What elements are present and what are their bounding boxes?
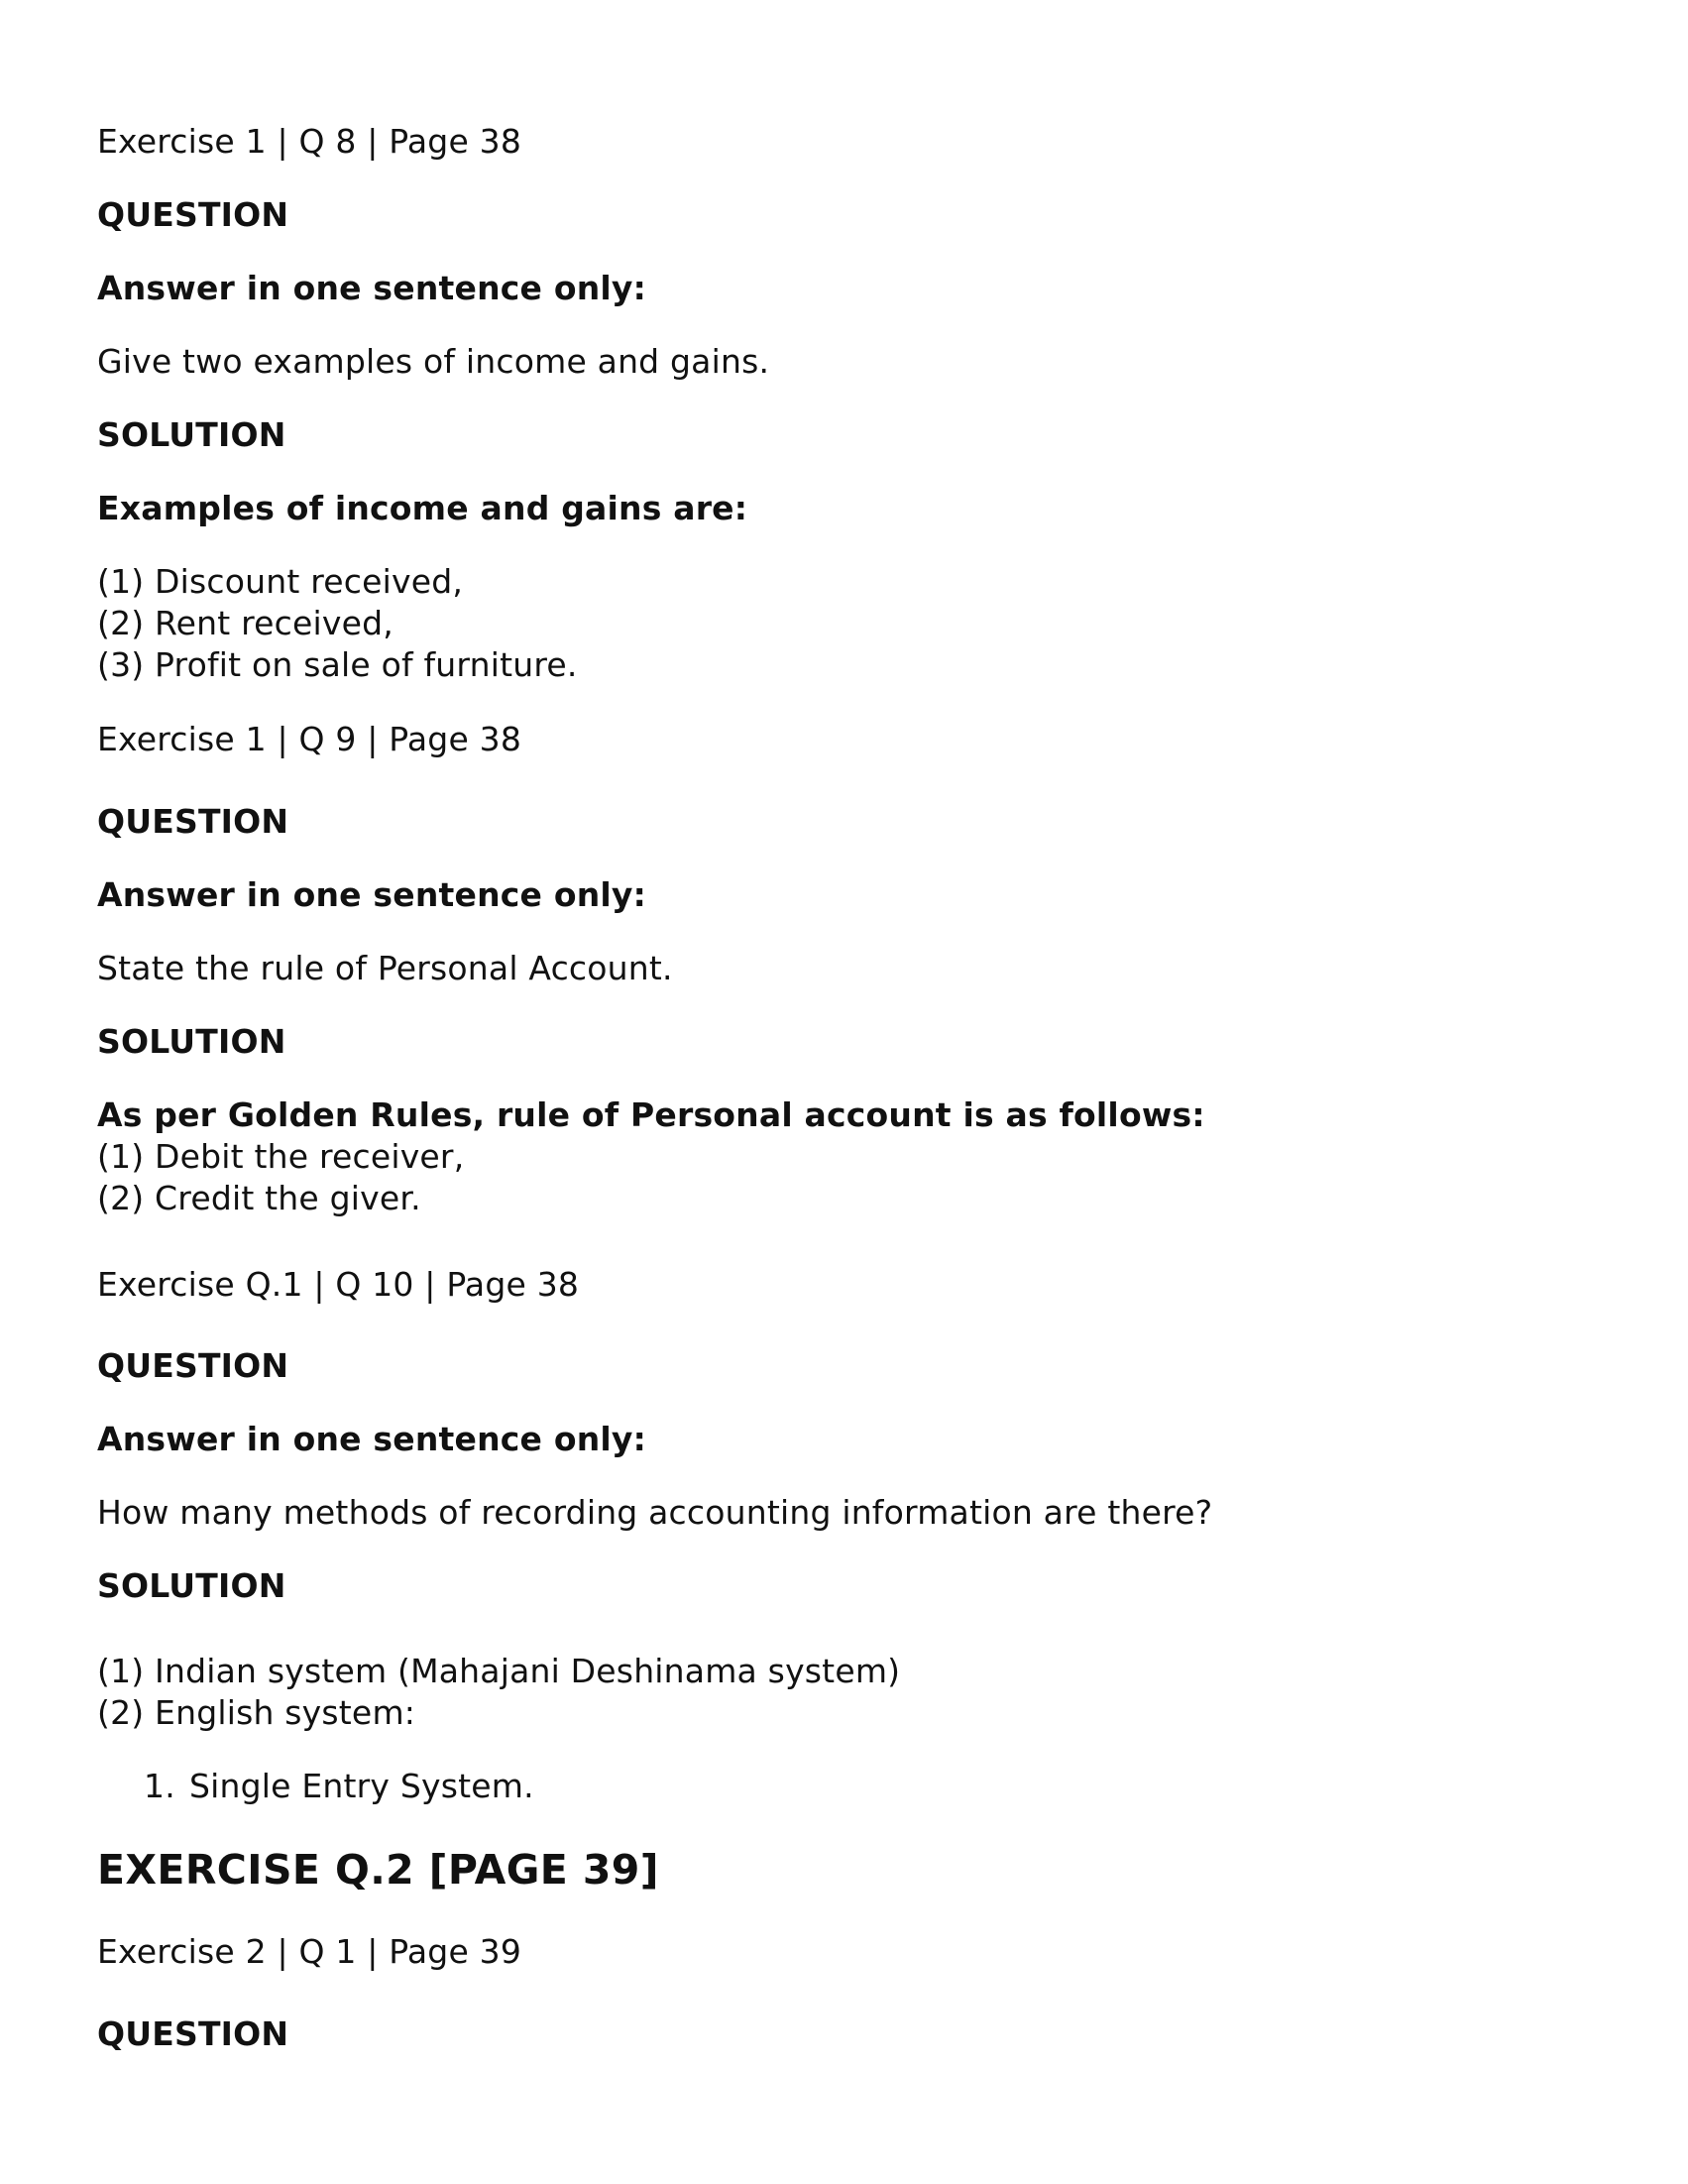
solution-line: (3) Profit on sale of furniture. (97, 645, 578, 684)
solution-label: SOLUTION (97, 1022, 286, 1061)
exercise-reference: Exercise 1 | Q 9 | Page 38 (97, 720, 522, 758)
exercise-reference: Exercise 2 | Q 1 | Page 39 (97, 1932, 522, 1971)
question-text: Give two examples of income and gains. (97, 342, 770, 381)
solution-line: (2) Rent received, (97, 604, 394, 642)
solution-heading: As per Golden Rules, rule of Personal account is as follows: (97, 1095, 1205, 1134)
question-text: State the rule of Personal Account. (97, 949, 673, 987)
exercise-reference: Exercise 1 | Q 8 | Page 38 (97, 122, 522, 161)
solution-line: (1) Debit the receiver, (97, 1137, 465, 1176)
section-heading: EXERCISE Q.2 [PAGE 39] (97, 1846, 659, 1894)
answer-instruction: Answer in one sentence only: (97, 875, 647, 914)
question-label: QUESTION (97, 195, 289, 234)
solution-line: (2) Credit the giver. (97, 1179, 421, 1217)
ordered-list-item (144, 1766, 534, 1807)
question-text: How many methods of recording accounting information are there? (97, 1493, 1213, 1532)
question-label: QUESTION (97, 2014, 289, 2053)
answer-instruction: Answer in one sentence only: (97, 1420, 647, 1458)
solution-line: (2) English system: (97, 1693, 416, 1732)
solution-line: (1) Indian system (Mahajani Deshinama system) (97, 1652, 901, 1690)
question-label: QUESTION (97, 802, 289, 841)
solution-label: SOLUTION (97, 1566, 286, 1605)
list-item-number: 1. (144, 1767, 175, 1805)
list-item-text: Single Entry System. (189, 1767, 534, 1805)
answer-instruction: Answer in one sentence only: (97, 269, 647, 307)
solution-heading: Examples of income and gains are: (97, 489, 748, 527)
exercise-reference: Exercise Q.1 | Q 10 | Page 38 (97, 1265, 580, 1304)
question-label: QUESTION (97, 1346, 289, 1385)
solution-label: SOLUTION (97, 415, 286, 454)
solution-line: (1) Discount received, (97, 562, 464, 601)
